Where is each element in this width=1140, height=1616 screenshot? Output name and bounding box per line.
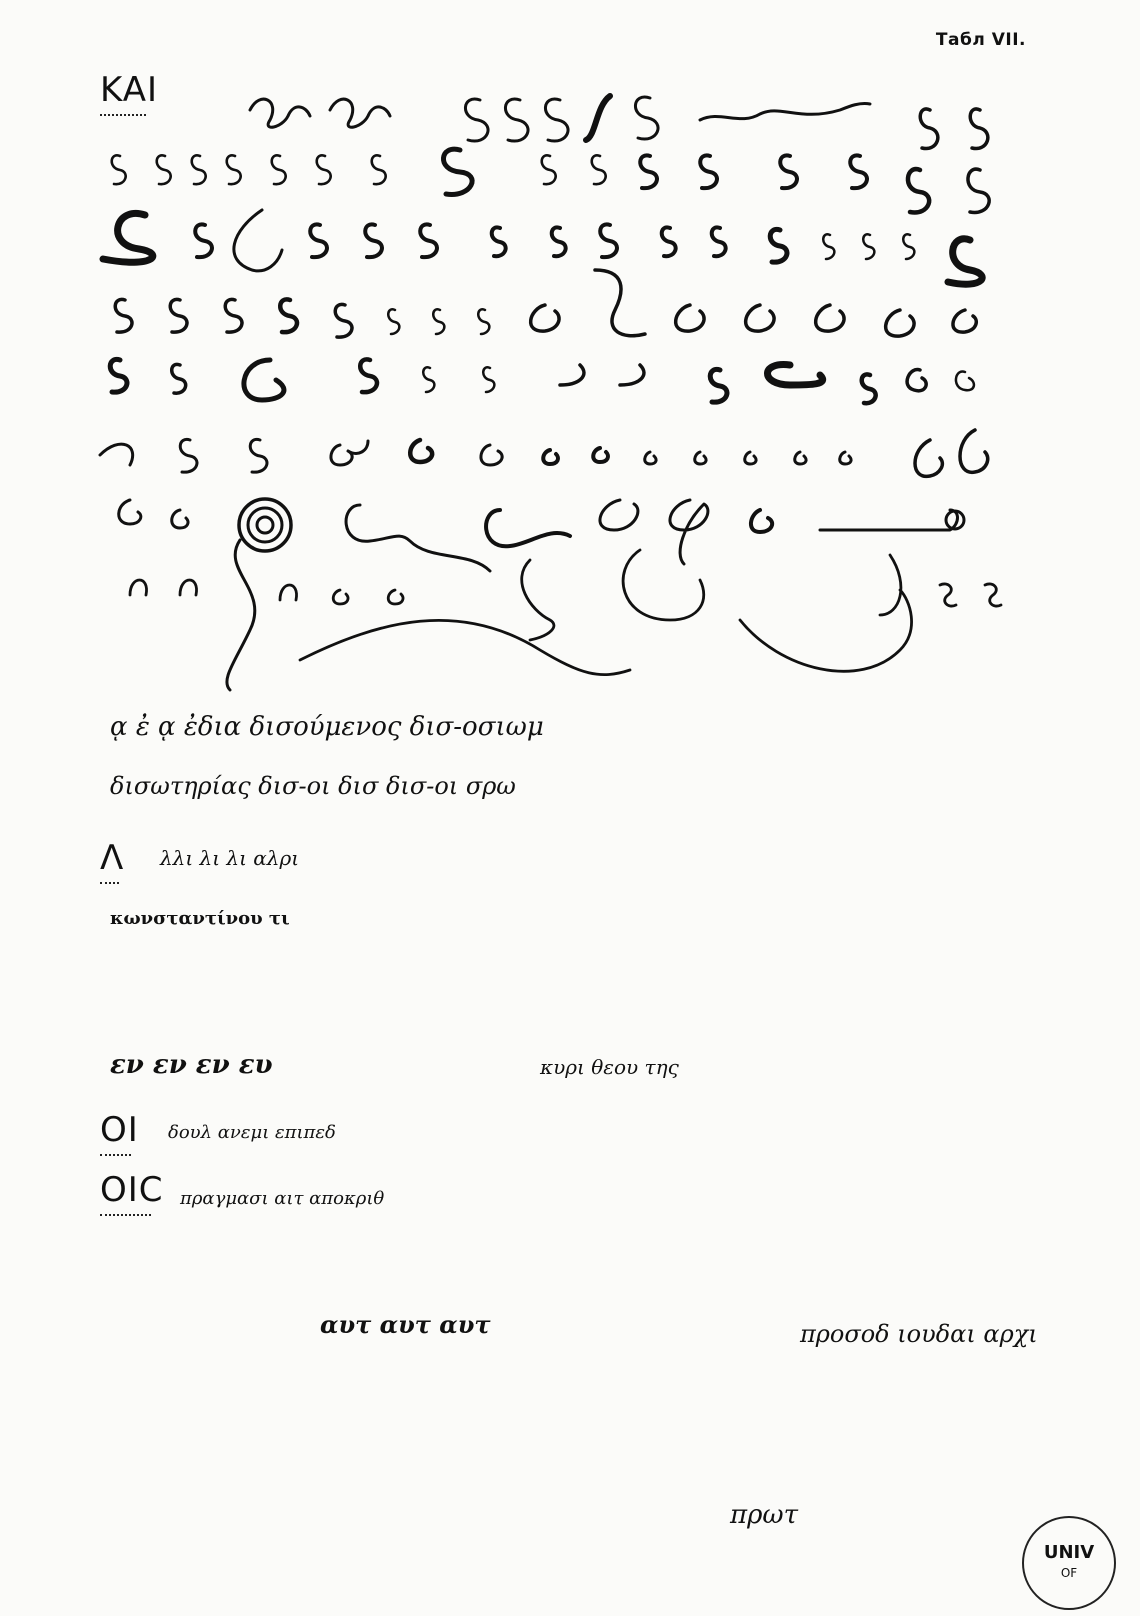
oi-line-1-text: δουλ ανεμι επιπεδ [168, 1122, 336, 1143]
kai-abbreviation-line-2 [110, 772, 550, 800]
lambda-line-4 [540, 1055, 713, 1079]
oic-line-1 [180, 1188, 418, 1209]
glyph-row-6 [100, 430, 988, 476]
oic-line-3 [800, 1320, 1072, 1348]
university-stamp [1022, 1516, 1116, 1610]
oic-line-3-text: προσοδ ιουδαι αρχι [800, 1320, 1038, 1348]
glyph-row-3 [103, 210, 982, 284]
glyph-row-1 [250, 96, 988, 149]
section-label-oi-text: OI [100, 1110, 139, 1150]
glyph-row-5 [110, 359, 974, 403]
oi-line-1 [168, 1122, 370, 1143]
glyph-row-2 [112, 149, 989, 212]
lambda-line-2 [110, 908, 324, 929]
section-label-lambda-text: Λ [100, 838, 125, 878]
lambda-line-4-text: κυρι θεου της [540, 1055, 679, 1079]
lambda-line-1 [160, 846, 333, 870]
oic-line-2 [320, 1310, 525, 1339]
oic-line-1-text: πραγμασι αιτ αποκριθ [180, 1188, 385, 1209]
glyph-row-4 [115, 270, 976, 337]
lambda-line-3-text: εν εν εν ευ [110, 1050, 273, 1080]
oic-line-2-text: αυτ αυτ αυτ [320, 1310, 491, 1339]
section-label-oic-text: OIC [100, 1170, 164, 1210]
plate-title: Табл VII. [935, 30, 1026, 50]
lambda-line-1-text: λλι λι λι αλρι [160, 846, 300, 870]
kai-line-1-text: ᾳ ἐ ᾳ ἐδια δισούμενος δισ-οσιωμ [110, 712, 544, 742]
section-label-kai-text: KAI [100, 70, 158, 110]
kai-line-2-text: δισωτηρίας δισ-οι δισ δισ-οι σρω [110, 772, 516, 800]
glyph-row-7 [119, 499, 964, 690]
oic-line-4 [730, 1500, 832, 1530]
stamp-bottom-text: OF [1060, 1566, 1078, 1580]
section-label-lambda [100, 838, 124, 884]
lambda-line-3 [110, 1050, 307, 1080]
kai-abbreviation-line-1 [110, 712, 578, 742]
section-label-kai [100, 70, 158, 116]
section-label-oic [100, 1170, 164, 1216]
lambda-line-2-text: κωνσταντίνου τι [110, 908, 290, 929]
stamp-top-text: UNIV [1043, 1542, 1095, 1563]
oic-line-4-text: πρωτ [730, 1500, 798, 1530]
section-label-oi [100, 1110, 139, 1156]
glyph-row-8 [130, 550, 1001, 675]
